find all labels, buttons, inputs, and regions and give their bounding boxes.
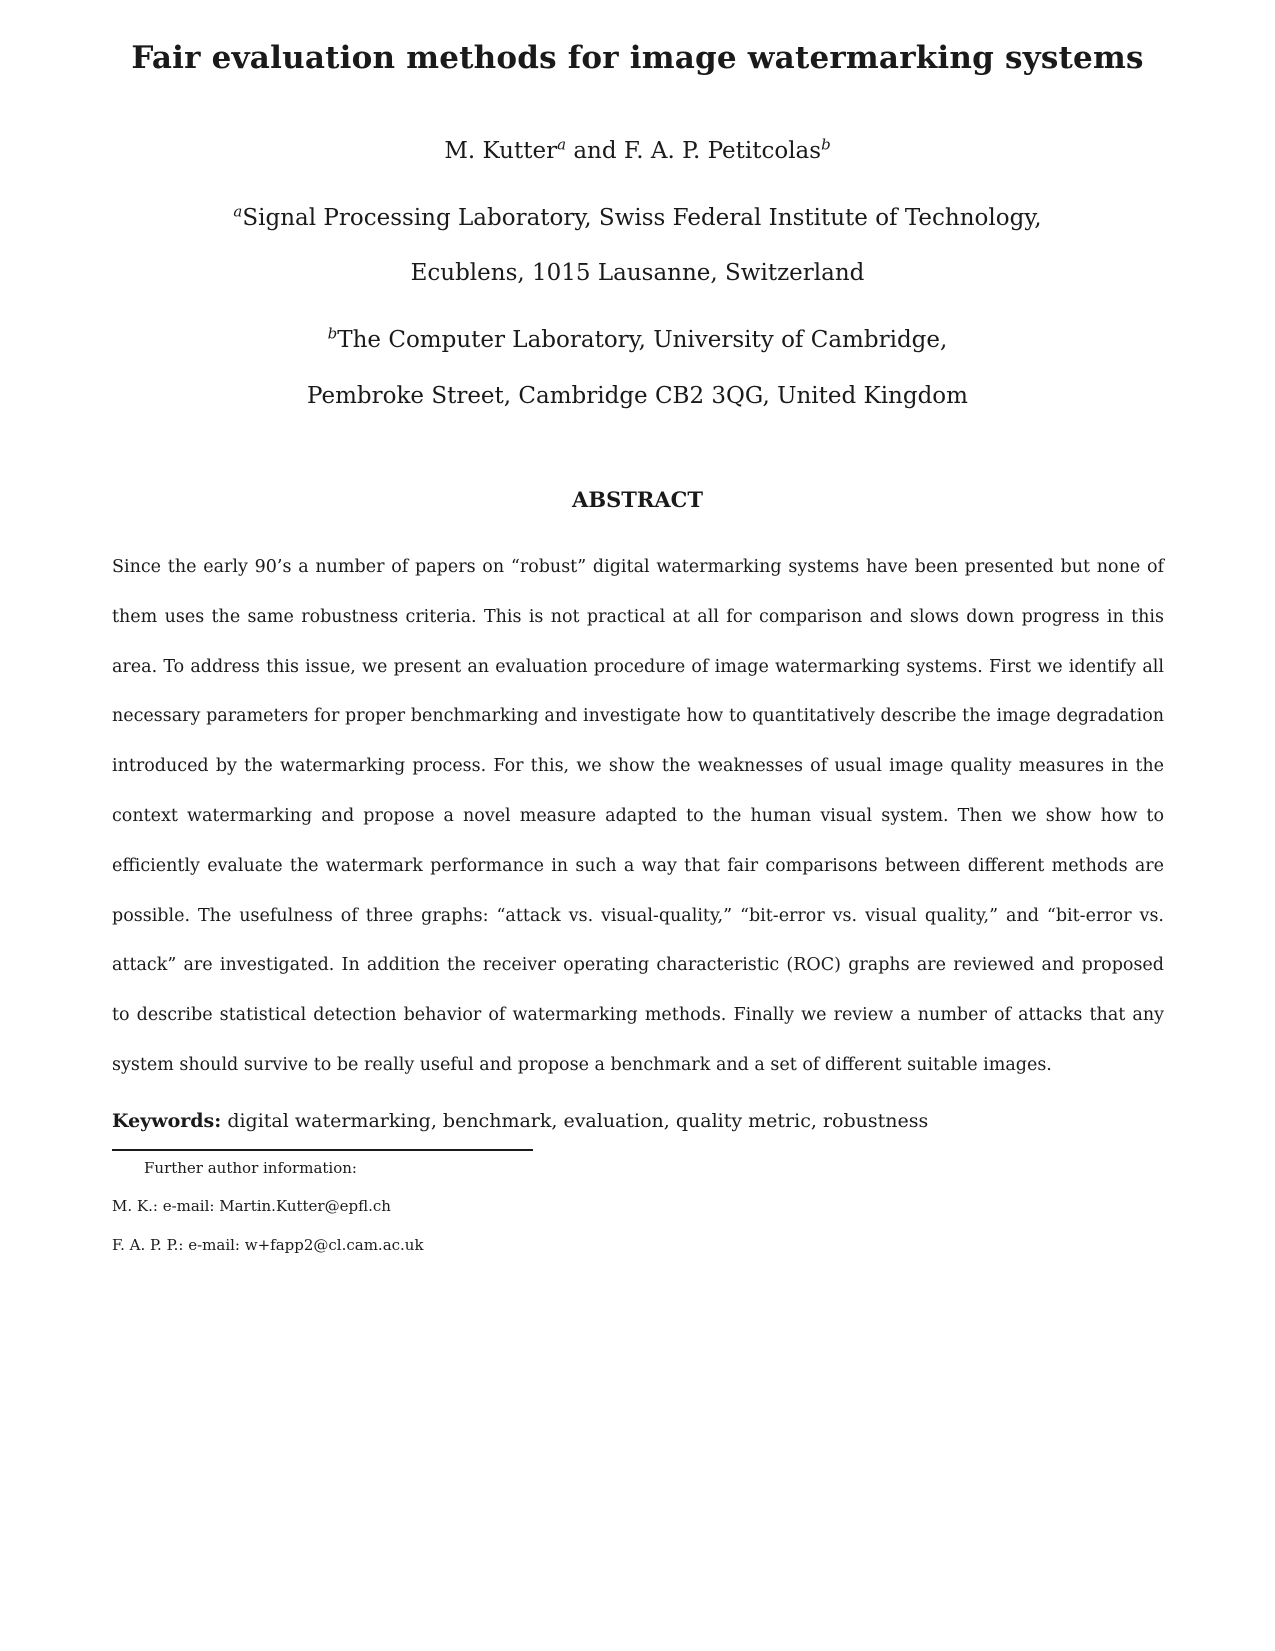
author-kutter: M. Kutter — [444, 138, 558, 164]
footnote-divider — [112, 1149, 533, 1151]
author-petitcolas: F. A. P. Petitcolas — [623, 138, 822, 164]
author-line — [0, 135, 1275, 164]
keywords-line — [112, 1110, 1164, 1132]
affiliation-b-mark: b — [327, 324, 338, 343]
footnote-petitcolas-email: F. A. P. P.: e-mail: w+fapp2@cl.cam.ac.uk — [112, 1236, 424, 1254]
affiliation-a-mark: a — [233, 202, 243, 221]
affiliation-a-line2: Ecublens, 1015 Lausanne, Switzerland — [410, 260, 865, 286]
affiliation-mark-a: a — [557, 135, 567, 154]
affiliation-b-line2: Pembroke Street, Cambridge CB2 3QG, United Kingdom — [307, 383, 968, 409]
affiliation-a-text: Signal Processing Laboratory, Swiss Federal Institute of Technology, — [242, 205, 1042, 231]
footnote-intro: Further author information: — [144, 1159, 357, 1177]
abstract-body: Since the early 90’s a number of papers on “robust” digital watermarking systems have been presented but none of them uses the same robustness criteria. This is not practical at all for comparison and slows down progress in this area. To address this issue, we present an evaluation procedure of image watermarking systems. First we identify all necessary parameters for proper benchmarking and investigate how to quantitatively describe the image degradation introduced by the watermarking process. For this, we show the weaknesses of usual image quality measures in the context watermarking and propose a novel measure adapted to the human visual system. Then we show how to efficiently evaluate the watermark performance in such a way that fair comparisons between different methods are possible. The usefulness of three graphs: “attack vs. visual-quality,” “bit-error vs. visual quality,” and “bit-error vs. attack” are investigated. In addition the receiver operating characteristic (ROC) graphs are reviewed and proposed to describe statistical detection behavior of watermarking methods. Finally we review a number of attacks that any system should survive to be really useful and propose a benchmark and a set of different suitable images. — [112, 557, 1164, 1075]
affiliation-mark-b: b — [821, 135, 831, 154]
abstract-heading: ABSTRACT — [572, 487, 703, 512]
keywords-text: digital watermarking, benchmark, evaluation, quality metric, robustness — [227, 1110, 929, 1132]
paper-title: Fair evaluation methods for image watermarking systems — [131, 40, 1144, 76]
keywords-label: Keywords: — [112, 1110, 222, 1132]
footnote-kutter-email: M. K.: e-mail: Martin.Kutter@epfl.ch — [112, 1197, 391, 1215]
affiliation-a-line1 — [0, 202, 1275, 231]
affiliation-b-line1 — [0, 324, 1275, 353]
affiliation-b-text: The Computer Laboratory, University of Cambridge, — [337, 327, 948, 353]
author-conjunction: and — [573, 138, 617, 164]
